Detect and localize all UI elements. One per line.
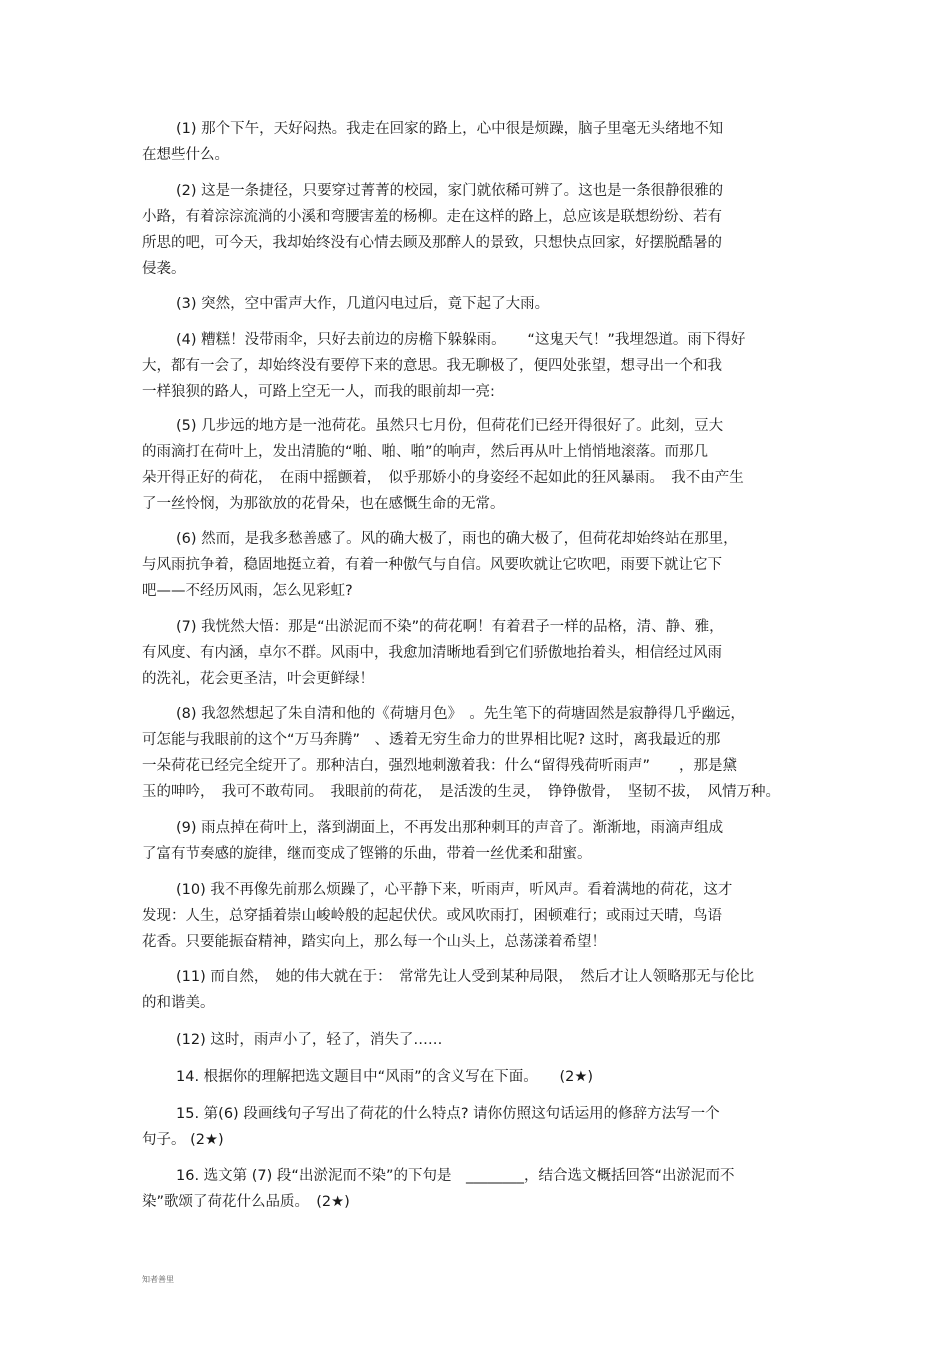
question-line: 染”歌颂了荷花什么品质。 (2★) [142,1194,350,1210]
paragraph-line: 吧——不经历风雨，怎么见彩虹? [142,583,353,599]
paragraph-line: 了一丝怜悯，为那欲放的花骨朵，也在感慨生命的无常。 [142,496,505,512]
question-line: 句子。 (2★) [142,1132,224,1148]
paragraph-9 [142,815,822,867]
paragraph-line: (7) 我恍然大悟：那是“出淤泥而不染”的荷花啊！有着君子一样的品格，清、静、雅， [176,619,724,635]
paragraph-3 [142,291,822,317]
paragraph-line: (5) 几步远的地方是一池荷花。虽然只七月份，但荷花们已经开得很好了。此刻，豆大 [176,418,724,434]
paragraph-line: 与风雨抗争着，稳固地挺立着，有着一种傲气与自信。风要吹就让它吹吧，雨要下就让它下 [142,557,722,573]
paragraph-11 [142,964,822,1016]
paragraph-line: (10) 我不再像先前那么烦躁了，心平静下来，听雨声，听风声。看着满地的荷花，这才 [176,882,733,898]
paragraph-line: (9) 雨点掉在荷叶上，落到湖面上，不再发出那种刺耳的声音了。渐渐地，雨滴声组成 [176,820,724,836]
paragraph-line: (8) 我忽然想起了朱自清和他的《荷塘月色》 。先生笔下的荷塘固然是寂静得几乎幽远， [176,706,745,722]
paragraph-line: (3) 突然，空中雷声大作，几道闪电过后，竟下起了大雨。 [176,296,550,312]
paragraph-line: 玉的呻吟， 我可不敢苟同。 我眼前的荷花， 是活泼的生灵， 铮铮傲骨， 坚韧不拔， 风情万种。 [142,784,780,800]
paragraph-6 [142,526,822,604]
paragraph-line: 发现：人生，总穿插着崇山峻岭般的起起伏伏。或风吹雨打，困顿难行；或雨过天晴，鸟语 [142,908,722,924]
paragraph-12 [142,1027,822,1053]
paragraph-line: 的雨滴打在荷叶上，发出清脆的“啪、啪、啪”的响声，然后再从叶上悄悄地滚落。而那几 [142,444,709,460]
paragraph-line: 在想些什么。 [142,147,229,163]
paragraph-line: (12) 这时，雨声小了，轻了，消失了…… [176,1032,443,1048]
question-line: 15. 第(6) 段画线句子写出了荷花的什么特点? 请你仿照这句话运用的修辞方法写一个 [176,1106,720,1122]
question-line: 14. 根据你的理解把选文题目中“风雨”的含义写在下面。 (2★) [176,1069,593,1085]
paragraph-line: 一朵荷花已经完全绽开了。那种洁白，强烈地刺激着我：什么“留得残荷听雨声” ，那是黛 [142,758,738,774]
footer-note: 知者善里 [142,1275,174,1284]
paragraph-line: (6) 然而，是我多愁善感了。风的确大极了，雨也的确大极了，但荷花却始终站在那里， [176,531,738,547]
question-15 [142,1101,822,1153]
paragraph-line: (1) 那个下午，天好闷热。我走在回家的路上，心中很是烦躁，脑子里毫无头绪地不知 [176,121,724,137]
paragraph-line: 了富有节奏感的旋律，继而变成了铿锵的乐曲，带着一丝优柔和甜蜜。 [142,846,592,862]
question-line: 16. 选文第 (7) 段“出淤泥而不染”的下句是 ________，结合选文概括回答“出淤泥而不 [176,1168,735,1184]
paragraph-line: 一样狼狈的路人，可路上空无一人，而我的眼前却一亮: [142,384,495,400]
paragraph-line: 大，都有一会了，却始终没有要停下来的意思。我无聊极了，便四处张望，想寻出一个和我 [142,358,722,374]
paragraph-line: 花香。只要能振奋精神，踏实向上，那么每一个山头上，总荡漾着希望！ [142,934,606,950]
paragraph-line: 所思的吧，可今天，我却始终没有心情去顾及那醉人的景致，只想快点回家，好摆脱酷暑的 [142,235,722,251]
paragraph-1 [142,116,822,168]
paragraph-2 [142,178,822,282]
paragraph-5 [142,413,822,517]
question-14 [142,1064,822,1090]
question-16 [142,1163,822,1215]
paragraph-line: 可怎能与我眼前的这个“万马奔腾” 、透着无穷生命力的世界相比呢? 这时，离我最近的那 [142,732,721,748]
paragraph-line: 的和谐美。 [142,995,215,1011]
paragraph-line: 小路，有着淙淙流淌的小溪和弯腰害羞的杨柳。走在这样的路上，总应该是联想纷纷、若有 [142,209,722,225]
paragraph-10 [142,877,822,955]
paragraph-4 [142,327,822,405]
paragraph-8 [142,701,822,805]
paragraph-line: (4) 糟糕！没带雨伞，只好去前边的房檐下躲躲雨。 “这鬼天气！”我埋怨道。雨下得好 [176,332,746,348]
paragraph-line: (2) 这是一条捷径，只要穿过菁菁的校园，家门就依稀可辨了。这也是一条很静很雅的 [176,183,724,199]
paragraph-7 [142,614,822,692]
paragraph-line: 的洗礼，花会更圣洁，叶会更鲜绿！ [142,671,374,687]
paragraph-line: (11) 而自然， 她的伟大就在于： 常常先让人受到某种局限， 然后才让人领略那无与伦比 [176,969,755,985]
paragraph-line: 侵袭。 [142,261,186,277]
paragraph-line: 朵开得正好的荷花， 在雨中摇颤着， 似乎那娇小的身姿经不起如此的狂风暴雨。 我不由产生 [142,470,744,486]
paragraph-line: 有风度、有内涵，卓尔不群。风雨中，我愈加清晰地看到它们骄傲地抬着头，相信经过风雨 [142,645,722,661]
